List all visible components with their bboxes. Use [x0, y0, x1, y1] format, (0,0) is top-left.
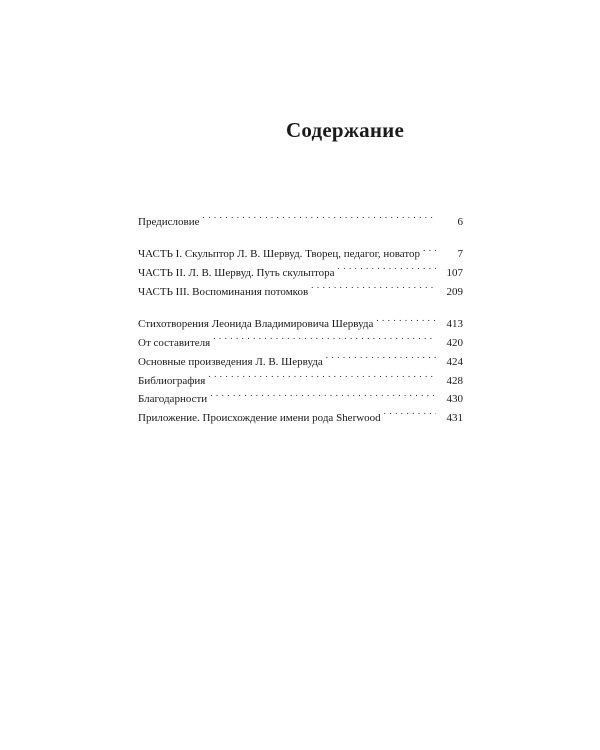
toc-entry-page: 430	[446, 393, 463, 406]
dot-leader	[208, 365, 436, 384]
dot-leader	[210, 384, 436, 403]
table-of-contents	[138, 206, 463, 424]
toc-entry-page: 424	[446, 355, 463, 368]
toc-entry-label: Приложение. Происхождение имени рода Sherwood	[138, 411, 381, 424]
page-title: Содержание	[286, 118, 404, 142]
toc-entry[interactable]	[138, 309, 463, 331]
toc-entry-label: Стихотворения Леонида Владимировича Шервуда	[138, 318, 374, 331]
toc-group-appendices	[138, 309, 463, 424]
toc-group-preface	[138, 206, 463, 228]
toc-entry-page: 209	[446, 285, 463, 298]
dot-leader	[326, 346, 436, 365]
toc-entry-page: 420	[446, 337, 463, 350]
dot-leader	[203, 206, 437, 225]
toc-entry[interactable]	[138, 206, 463, 228]
dot-leader	[213, 327, 436, 346]
toc-entry-label: Основные произведения Л. В. Шервуда	[138, 355, 323, 368]
toc-entry-page: 413	[446, 318, 463, 331]
toc-entry-label: От составителя	[138, 337, 211, 350]
toc-entry-page: 7	[457, 248, 463, 261]
toc-entry-label: Благодарности	[138, 393, 208, 406]
dot-leader	[423, 239, 436, 258]
toc-entry-label: ЧАСТЬ I. Скульптор Л. В. Шервуд. Творец, педагог, новатор	[138, 248, 421, 261]
toc-entry-label: Библиография	[138, 374, 206, 387]
toc-entry-page: 431	[446, 411, 463, 424]
toc-entry-label: ЧАСТЬ II. Л. В. Шервуд. Путь скульптора	[138, 267, 335, 280]
toc-entry-label: ЧАСТЬ III. Воспоминания потомков	[138, 285, 309, 298]
dot-leader	[338, 257, 436, 276]
dot-leader	[311, 276, 436, 295]
toc-entry-page: 6	[457, 215, 463, 228]
dot-leader	[384, 402, 436, 421]
toc-entry-page: 107	[446, 267, 463, 280]
toc-entry[interactable]	[138, 239, 463, 261]
toc-group-parts	[138, 239, 463, 298]
toc-entry-page: 428	[446, 374, 463, 387]
toc-entry-label: Предисловие	[138, 215, 200, 228]
dot-leader	[376, 309, 436, 328]
